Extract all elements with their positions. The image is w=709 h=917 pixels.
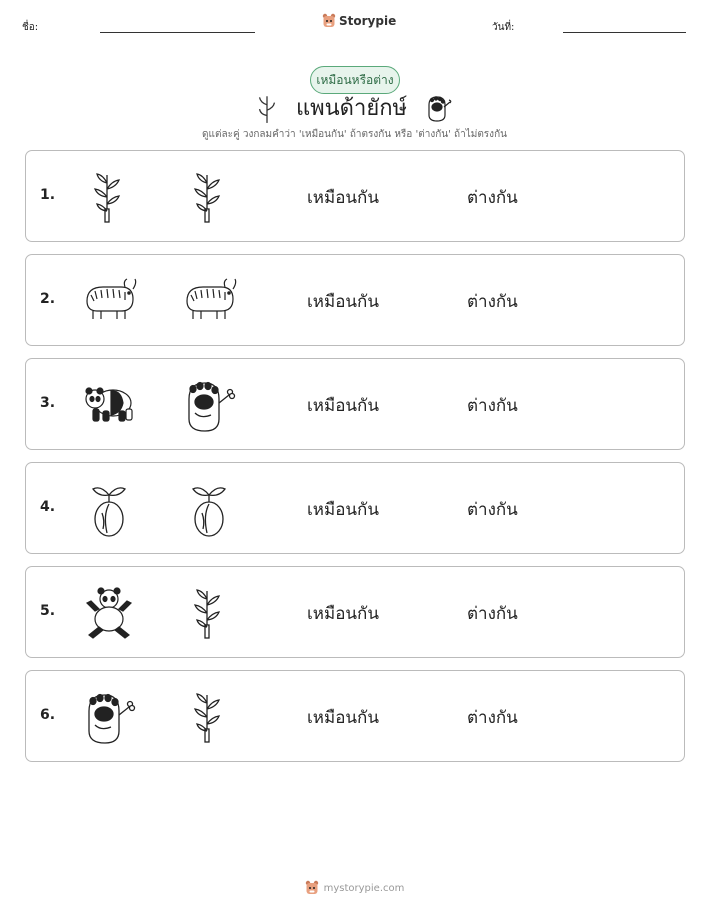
bamboo-icon [181,169,237,225]
option-same[interactable]: เหมือนกัน [307,500,379,520]
brand-logo [322,13,396,29]
question-number: 1. [40,187,56,203]
question-row-5 [25,566,685,658]
option-different[interactable]: ต่างกัน [467,604,518,624]
date-label: วันที่: [492,22,515,33]
sprout-seed-icon [81,481,137,537]
storypie-mascot-icon [322,13,336,29]
title-row [0,90,709,125]
bamboo-icon [256,92,278,124]
question-number: 2. [40,291,56,307]
option-same[interactable]: เหมือนกัน [307,292,379,312]
option-same[interactable]: เหมือนกัน [307,604,379,624]
option-different[interactable]: ต่างกัน [467,708,518,728]
question-row-1 [25,150,685,242]
option-same[interactable]: เหมือนกัน [307,188,379,208]
page-title: แพนด้ายักษ์ [295,96,408,121]
name-label: ชื่อ: [22,22,39,33]
footer-url: mystorypie.com [323,882,405,894]
option-different[interactable]: ต่างกัน [467,292,518,312]
date-line [563,32,686,33]
panda-paw-icon [81,689,137,745]
panda-lying-icon [81,585,137,641]
yak-icon [181,273,237,329]
storypie-mascot-icon [305,880,319,896]
question-number: 4. [40,499,56,515]
option-different[interactable]: ต่างกัน [467,188,518,208]
question-number: 5. [40,603,56,619]
instructions: ดูแต่ละคู่ วงกลมคำว่า 'เหมือนกัน' ถ้าตรงกัน หรือ 'ต่างกัน' ถ้าไม่ตรงกัน [202,129,507,140]
footer [0,880,709,896]
bamboo-icon [181,585,237,641]
sprout-seed-icon [181,481,237,537]
panda-paw-icon [425,92,453,124]
option-different[interactable]: ต่างกัน [467,396,518,416]
option-same[interactable]: เหมือนกัน [307,708,379,728]
brand-name: Storypie [339,14,397,28]
question-row-6 [25,670,685,762]
question-number: 6. [40,707,56,723]
option-same[interactable]: เหมือนกัน [307,396,379,416]
panda-walking-icon [81,377,137,433]
question-row-4 [25,462,685,554]
worksheet-type-tag: เหมือนหรือต่าง [310,66,400,94]
question-number: 3. [40,395,56,411]
question-row-3 [25,358,685,450]
bamboo-icon [181,689,237,745]
yak-icon [81,273,137,329]
panda-paw-icon [181,377,237,433]
name-line [100,32,255,33]
question-row-2 [25,254,685,346]
bamboo-icon [81,169,137,225]
option-different[interactable]: ต่างกัน [467,500,518,520]
